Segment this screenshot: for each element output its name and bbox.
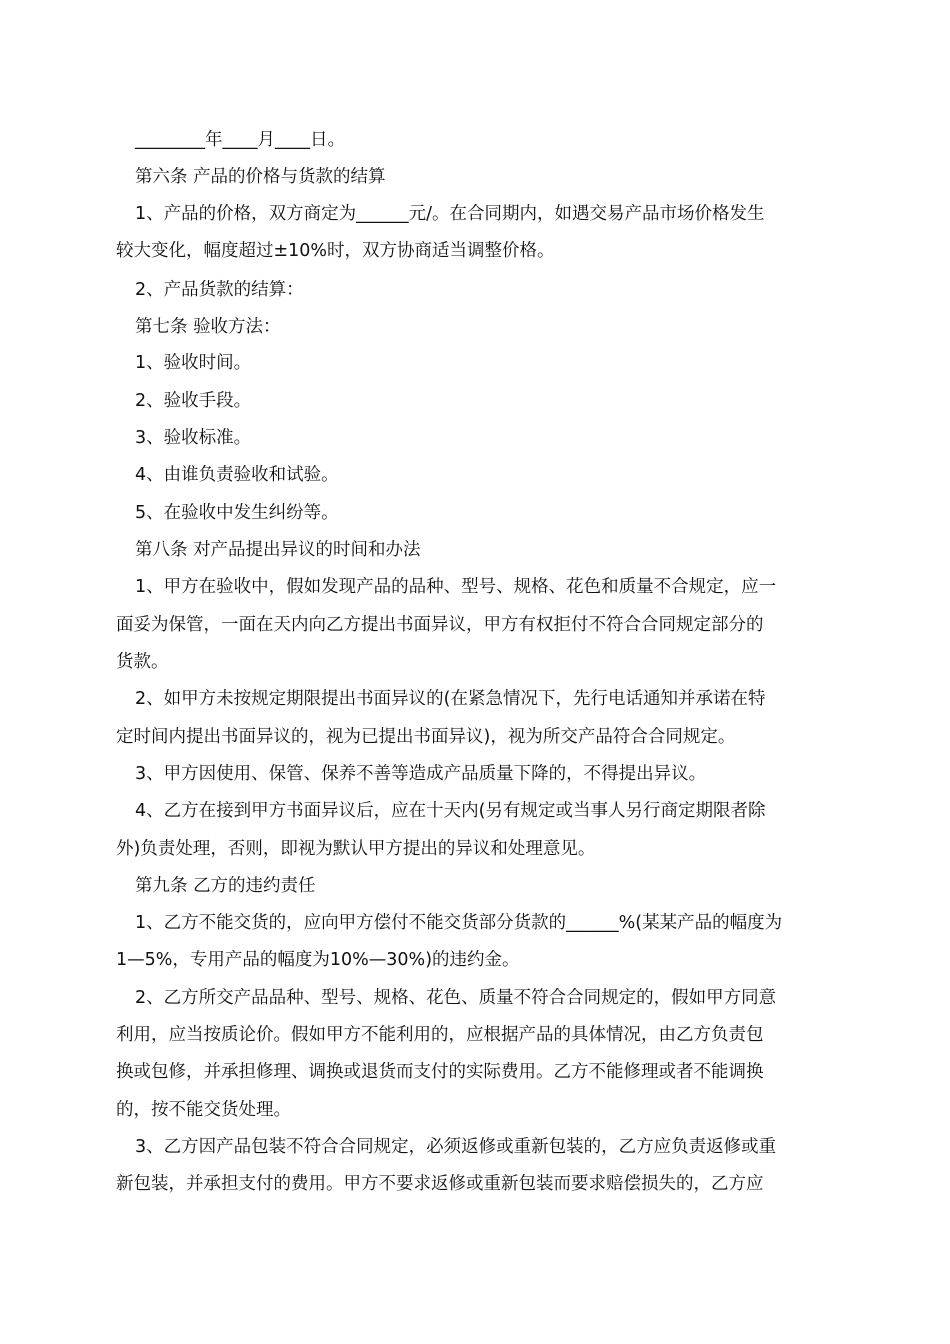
paragraph-line: 3、乙方因产品包装不符合合同规定，必须返修或重新包装的，乙方应负责返修或重	[135, 1137, 777, 1157]
article-7-heading: 第七条 验收方法：	[135, 317, 281, 337]
list-item: 2、验收手段。	[135, 391, 252, 411]
paragraph-line: 3、甲方因使用、保管、保养不善等造成产品质量下降的，不得提出异议。	[135, 764, 707, 784]
paragraph-line: 1、乙方不能交货的，应向甲方偿付不能交货部分货款的______%(某某产品的幅度为	[135, 913, 783, 933]
paragraph-line: 的，按不能交货处理。	[116, 1100, 291, 1120]
paragraph-line: 2、乙方所交产品品种、型号、规格、花色、质量不符合合同规定的，假如甲方同意	[135, 988, 777, 1008]
paragraph-line: 外)负责处理，否则，即视为默认甲方提出的异议和处理意见。	[116, 839, 596, 859]
paragraph-line: 面妥为保管，一面在天内向乙方提出书面异议，甲方有权拒付不符合合同规定部分的	[116, 615, 764, 635]
paragraph-line: 定时间内提出书面异议的，视为已提出书面异议)，视为所交产品符合合同规定。	[116, 727, 736, 747]
paragraph-line: 4、乙方在接到甲方书面异议后，应在十天内(另有规定或当事人另行商定期限者除	[135, 801, 766, 821]
list-item: 3、验收标准。	[135, 428, 252, 448]
paragraph-line: 较大变化，幅度超过±10%时，双方协商适当调整价格。	[116, 241, 555, 261]
paragraph-line: 1—5%，专用产品的幅度为10%—30%)的违约金。	[116, 950, 520, 970]
article-9-heading: 第九条 乙方的违约责任	[135, 876, 316, 896]
list-item: 5、在验收中发生纠纷等。	[135, 503, 339, 523]
paragraph-line: 换或包修，并承担修理、调换或退货而支付的实际费用。乙方不能修理或者不能调换	[116, 1062, 764, 1082]
paragraph-line: 货款。	[116, 652, 169, 672]
paragraph-line: 利用，应当按质论价。假如甲方不能利用的，应根据产品的具体情况，由乙方负责包	[116, 1025, 764, 1045]
article-8-heading: 第八条 对产品提出异议的时间和办法	[135, 540, 421, 560]
paragraph-line: 2、产品货款的结算：	[135, 280, 304, 300]
list-item: 4、由谁负责验收和试验。	[135, 465, 339, 485]
article-6-heading: 第六条 产品的价格与货款的结算	[135, 167, 386, 187]
paragraph-line: 1、产品的价格，双方商定为______元/。在合同期内，如遇交易产品市场价格发生	[135, 204, 765, 224]
list-item: 1、验收时间。	[135, 353, 252, 373]
paragraph-line: 1、甲方在验收中，假如发现产品的品种、型号、规格、花色和质量不合规定，应一	[135, 577, 777, 597]
paragraph-line: 2、如甲方未按规定期限提出书面异议的(在紧急情况下，先行电话通知并承诺在特	[135, 689, 766, 709]
paragraph-line: 新包装，并承担支付的费用。甲方不要求返修或重新包装而要求赔偿损失的，乙方应	[116, 1174, 764, 1194]
date-blank-line: ________年____月____日。	[135, 130, 345, 150]
document-page	[116, 0, 836, 1344]
